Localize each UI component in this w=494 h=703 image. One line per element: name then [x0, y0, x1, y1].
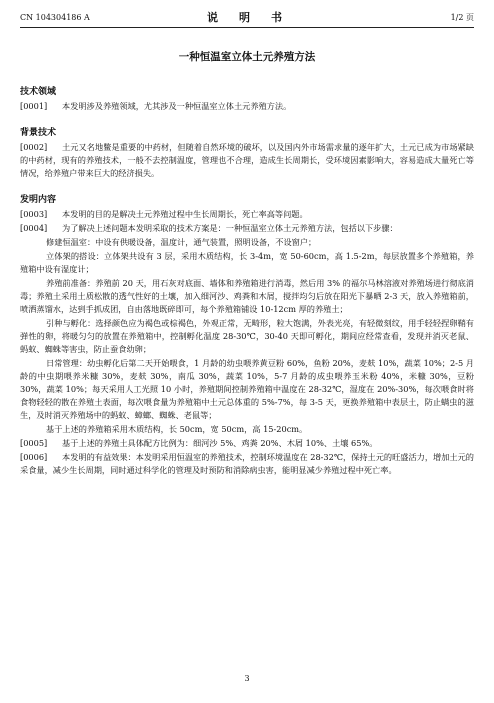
- step-daily-management: 日常管理：幼虫孵化后第二天开始喂食，1 月龄的幼虫喂养黄豆粉 60%，鱼粉 20%，麦麸 10%，蔬菜 10%；2-5 月龄的中虫期喂养米糠 30%，麦麸 30%，南瓜 30%，蔬菜 10%，5-7 月龄的成虫喂养玉米粉 40%，米糠 30%，豆粉 30%，蔬菜 10%；每天采用人工光照 10 小时，养殖期间控制养殖箱中温度在 28-32℃，湿度在 20%-30%，每次喂食时将食物轻轻的散在养殖土表面，每次喂食量为养殖箱中土元总体重的 5%-7%，每 3-5 天，更换养殖箱中表层土，防止螨虫的滋生，及时消灭养殖场中的蚂蚁、蟑螂、蜘蛛、老鼠等；: [20, 358, 474, 420]
- doc-type: 说 明 书: [207, 11, 287, 24]
- paragraph-number: [0005]: [20, 438, 48, 448]
- document-body: [20, 49, 474, 478]
- paragraph-text: 基于上述的养殖土具体配方比例为：细河沙 5%、鸡粪 20%、木屑 10%、土壤 65%。: [62, 438, 378, 448]
- section-background: 背景技术: [20, 128, 57, 138]
- paragraph-number: [0006]: [20, 452, 48, 462]
- page-header: [20, 9, 474, 25]
- step-preparation: 养殖前准备：养殖前 20 天，用石灰对底面、墙体和养殖箱进行消毒，然后用 3% 的福尔马林溶液对养殖场进行彻底消毒；养殖土采用土质松散的透气性好的土壤，加入细河沙、鸡粪和木屑，搅拌均匀后放在阳光下暴晒 2-3 天，放入养殖箱前，喷洒蒸馏水，达到手抓成团，自由落地既碎即可，每个养殖箱铺设 10-12cm 厚的养殖土；: [20, 278, 474, 314]
- header-rule: [20, 27, 474, 28]
- page-indicator: 1/2 页: [450, 12, 474, 22]
- paragraph-number: [0002]: [20, 142, 48, 152]
- paragraph-text: 本发明涉及养殖领域，尤其涉及一种恒温室立体土元养殖方法。: [62, 101, 292, 111]
- step-box-structure: 基于上述的养殖箱采用木质结构，长 50cm，宽 50cm，高 15-20cm。: [46, 424, 308, 434]
- paragraph-text: 本发明的有益效果：本发明采用恒温室的养殖技术，控制环境温度在 28-32℃，保持土元的旺盛活力，增加土元的采食量，减少生长周期，同时通过科学化的管理及时预防和消除病虫害，能明显减少养殖过程中死亡率。: [20, 452, 474, 475]
- paragraph-text: 本发明的目的是解决土元养殖过程中生长周期长，死亡率高等问题。: [62, 209, 308, 219]
- paragraph-number: [0001]: [20, 101, 48, 111]
- section-tech-field: 技术领域: [20, 87, 57, 97]
- doc-number: CN 104304186 A: [20, 12, 90, 22]
- paragraph-0002: [20, 141, 474, 180]
- paragraph-0001: [20, 100, 474, 113]
- paragraph-number: [0003]: [20, 209, 48, 219]
- step-incubation: 引种与孵化：选择颜色应为褐色或棕褐色，外观正常，无畸形，粒大饱满，外表光亮，有轻微刻纹，用手轻轻捏卵鞘有弹性的卵，将暖匀匀的放置在养殖箱中，控制孵化温度 28-30℃，30-40 天即可孵化，期间应经常查看，发现并消灭老鼠、蚂蚁、蜘蛛等害虫，防止蚕食幼卵；: [20, 318, 474, 354]
- document-title: 一种恒温室立体土元养殖方法: [178, 51, 316, 63]
- paragraph-text: 土元又名地鳖是重要的中药材，但随着自然环境的破坏，以及国内外市场需求量的逐年扩大，土元已成为市场紧缺的中药材，现有的养殖技术，一般不去控制温度，管理也不合理，造成生长周期长，受环境因素影响大，容易造成大量死亡等情况，给养殖户带来巨大的经济损失。: [20, 142, 474, 178]
- paragraph-0004: [20, 222, 474, 235]
- step-build-greenhouse: 修建恒温室：中设有供暖设备，温度计，通气装置，照明设备，不设窗户；: [46, 237, 317, 247]
- step-shelving: 立体架的搭设：立体架共设有 3 层，采用木质结构，长 3-4m，宽 50-60cm，高 1.5-2m，每层放置多个养殖箱，养殖箱中设有湿度计；: [20, 251, 474, 274]
- page-number: 3: [244, 674, 250, 683]
- paragraph-number: [0004]: [20, 223, 48, 233]
- paragraph-text: 为了解决上述问题本发明采取的技术方案是：一种恒温室立体土元养殖方法，包括以下步骤：: [62, 223, 398, 233]
- section-content: 发明内容: [20, 195, 57, 205]
- paragraph-0003: [20, 208, 474, 221]
- paragraph-0006: [20, 451, 474, 477]
- paragraph-0005: [20, 437, 474, 450]
